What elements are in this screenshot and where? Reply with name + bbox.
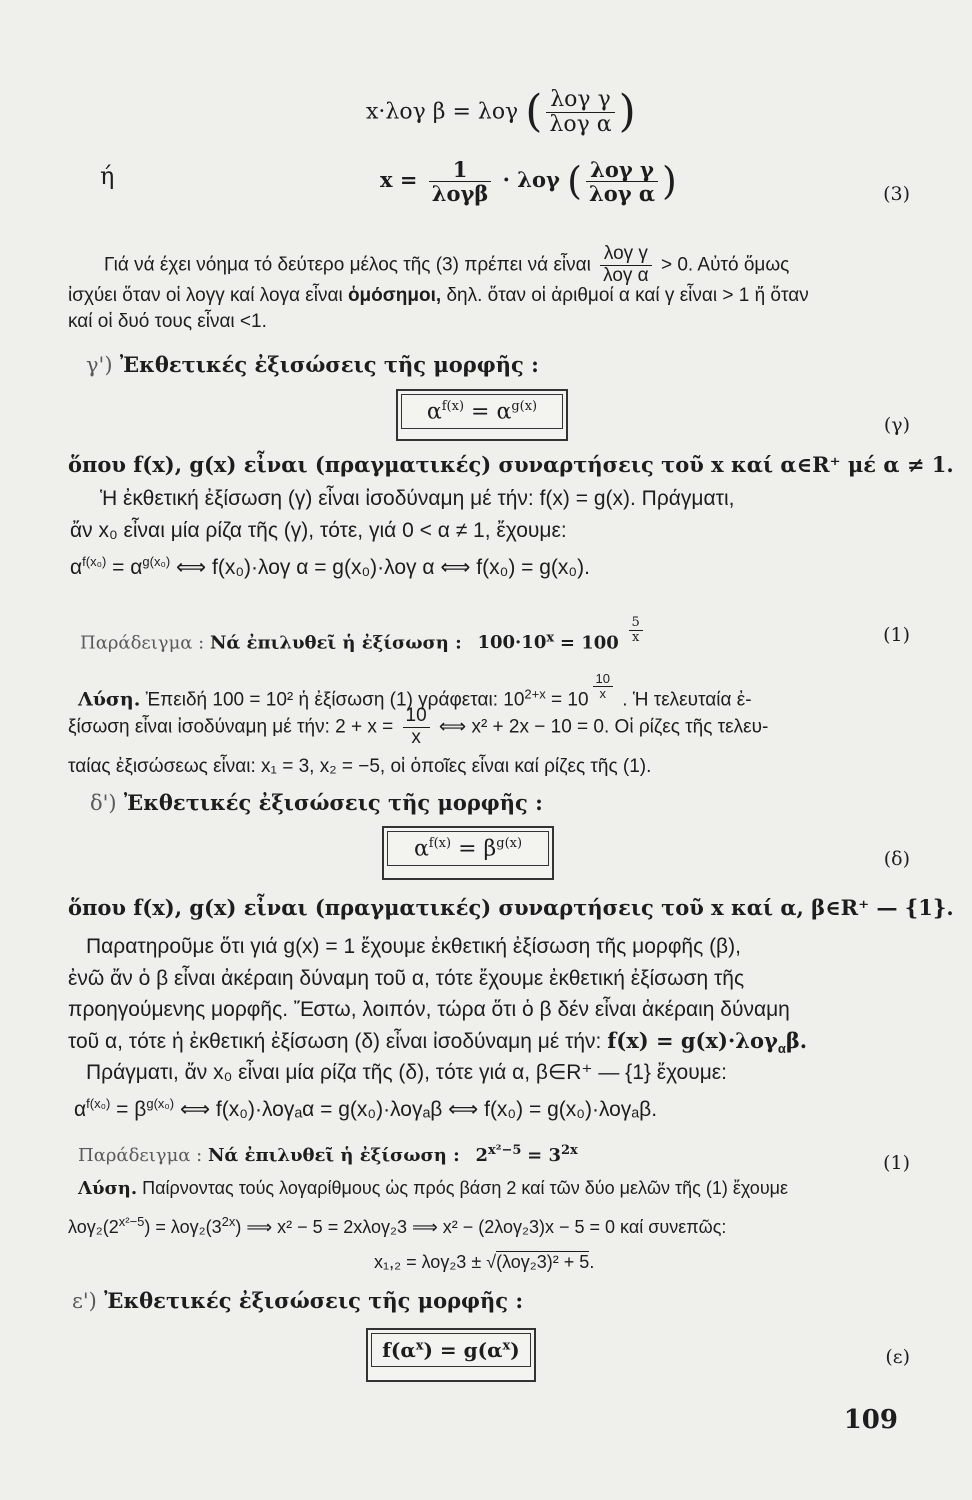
eq2-fraction-1: $\frac{1}{\text{λογβ}}$ bbox=[429, 158, 492, 205]
equation-tag-3: (3) bbox=[883, 183, 910, 205]
eq1-left: x·λογ β = λογ bbox=[366, 99, 519, 125]
ex1-solution-fraction: $\frac{10}{x}$ bbox=[403, 706, 430, 749]
section-gamma-heading: γ') Ἐκθετικές ἐξισώσεις τῆς μορφῆς : bbox=[86, 352, 539, 377]
section-delta-heading: δ') Ἐκθετικές ἐξισώσεις τῆς μορφῆς : bbox=[90, 790, 543, 815]
para1-line3: καί οἱ δυό τους εἶναι <1. bbox=[68, 311, 267, 332]
ex2-solution-line3: x₁,₂ = λογ₂3 ± √(λογ₂3)² + 5. bbox=[374, 1252, 595, 1272]
gamma-p2: ἄν x₀ εἶναι μία ρίζα τῆς (γ), τότε, γιά 0 < α ≠ 1, ἔχουμε: bbox=[70, 519, 567, 542]
gamma-p3: $\alpha^{f(x_0)} = \alpha^{g(x_0)}$ ⟺ f(x₀)·λογ α = g(x₀)·λογ α ⟺ f(x₀) = g(x₀). bbox=[70, 554, 590, 579]
formula-box-epsilon: $f(\alpha^x) = g(\alpha^x)$ bbox=[366, 1328, 536, 1382]
delta-p4: τοῦ α, τότε ἡ ἐκθετική ἐξίσωση (δ) εἶναι ἰσοδύναμη μέ τήν: f(x) = g(x)·λογ$_\alpha$β. bbox=[68, 1028, 808, 1057]
delta-p6: $\alpha^{f(x_0)} = \beta^{g(x_0)}$ ⟺ f(x₀)·λογₐα = g(x₀)·λογₐβ ⟺ f(x₀) = g(x₀)·λογₐβ. bbox=[74, 1096, 658, 1121]
equation-tag-delta: (δ) bbox=[883, 848, 910, 870]
eq2-fraction-2: $\frac{\text{λογ γ}}{\text{λογ α}}$ bbox=[586, 158, 658, 205]
formula-box-gamma: $\alpha^{f(x)} = \alpha^{g(x)}$ bbox=[396, 389, 568, 441]
example-2: Παράδειγμα : Νά ἐπιλυθεῖ ἡ ἐξίσωση : $2^{x^2-5} = 3^{2x}$ bbox=[78, 1143, 578, 1166]
equation-tag-ex2: (1) bbox=[883, 1152, 910, 1174]
delta-where: ὅπου f(x), g(x) εἶναι (πραγματικές) συναρτήσεις τοῦ x καί α, β∈R⁺ — {1}. bbox=[68, 895, 954, 920]
ex1-solution-line3: ταίας ἐξισώσεως εἶναι: x₁ = 3, x₂ = −5, οἱ ὁποῖες εἶναι καί ρίζες τῆς (1). bbox=[68, 756, 652, 777]
para1-line1: Γιά νά έχει νόημα τό δεύτερο μέλος τῆς (3) πρέπει νά εἶναι $\frac{\text{λογ γ}}{\text{λογ α}}$ > 0. Αὐτό ὅμως bbox=[104, 243, 790, 286]
example-1: Παράδειγμα : Νά ἐπιλυθεῖ ἡ ἐξίσωση : $100\cdot 10^x = 100$ $\frac{5}{x}$ bbox=[80, 616, 647, 654]
formula-box-delta: $\alpha^{f(x)} = \beta^{g(x)}$ bbox=[382, 826, 554, 880]
equation-line-1: x·λογ β = λογ ( $\frac{\text{λογ γ}}{\text{λογ α}}$ ) bbox=[366, 86, 636, 137]
equation-tag-epsilon: (ε) bbox=[885, 1346, 910, 1368]
ex2-solution-line1: Λύση. Παίρνοντας τούς λογαρίθμους ὡς πρός βάση 2 καί τῶν δύο μελῶν τῆς (1) ἔχουμε bbox=[78, 1178, 789, 1199]
ex1-exponent-fraction: $\frac{5}{x}$ bbox=[629, 616, 643, 646]
delta-p5: Πράγματι, ἄν x₀ εἶναι μία ρίζα τῆς (δ), τότε γιά α, β∈R⁺ — {1} ἔχουμε: bbox=[86, 1061, 728, 1084]
equation-line-2: x = $\frac{1}{\text{λογβ}}$ · λογ ( $\frac{\text{λογ γ}}{\text{λογ α}}$ ) bbox=[380, 157, 677, 207]
delta-p1: Παρατηροῦμε ὅτι γιά g(x) = 1 ἔχουμε ἐκθετική ἐξίσωση τῆς μορφῆς (β), bbox=[86, 935, 741, 958]
or-word: ή bbox=[100, 162, 115, 190]
gamma-p1: Ἡ ἐκθετική ἐξίσωση (γ) εἶναι ἰσοδύναμη μέ τήν: f(x) = g(x). Πράγματι, bbox=[100, 487, 735, 510]
equation-tag-gamma: (γ) bbox=[883, 414, 910, 436]
ex1-solution-line1: Λύση. Ἐπειδή 100 = 10² ἡ ἐξίσωση (1) γράφεται: $10^{2+x} = 10$ $\frac{10}{x}$ . Ἡ τελευταία ἐ- bbox=[78, 671, 752, 711]
delta-p2: ἐνῶ ἄν ὁ β εἶναι ἀκέραιη δύναμη τοῦ α, τότε ἔχουμε ἐκθετική ἐξίσωση τῆς bbox=[68, 967, 745, 990]
ex1-solution-exponent-fraction: $\frac{10}{x}$ bbox=[593, 672, 613, 702]
delta-p3: προηγούμενης μορφῆς. Ἔστω, λοιπόν, τώρα ὅτι ὁ β δέν εἶναι ἀκέραιη δύναμη bbox=[68, 998, 790, 1021]
ex2-solution-line2: $\lambda o\gamma_2(2^{x^2-5}) = \lambda o\gamma_2(3^{2x})$ ⟹ x² − 5 = 2xλογ₂3 ⟹ x² − (2λογ₂3)x − 5 = 0 καί συνεπῶς: bbox=[68, 1214, 727, 1237]
page-number: 109 bbox=[843, 1405, 898, 1435]
gamma-where: ὅπου f(x), g(x) εἶναι (πραγματικές) συναρτήσεις τοῦ x καί α∈R⁺ μέ α ≠ 1. bbox=[68, 452, 954, 477]
equation-tag-ex1: (1) bbox=[883, 624, 910, 646]
para1-fraction: $\frac{\text{λογ γ}}{\text{λογ α}}$ bbox=[600, 244, 652, 287]
para1-line2: ἰσχύει ὅταν οἱ λογγ καί λογα εἶναι ὁμόσημοι, δηλ. ὅταν οἱ ἀριθμοί α καί γ εἶναι > 1 ἤ ὅταν bbox=[68, 285, 809, 306]
eq1-fraction: $\frac{\text{λογ γ}}{\text{λογ α}}$ bbox=[546, 88, 614, 137]
ex1-solution-line2: ξίσωση εἶναι ἰσοδύναμη μέ τήν: 2 + x = $\frac{10}{x}$ ⟺ x² + 2x − 10 = 0. Οἱ ρίζες τῆς τελευ- bbox=[68, 705, 769, 748]
section-epsilon-heading: ε') Ἐκθετικές ἐξισώσεις τῆς μορφῆς : bbox=[72, 1288, 524, 1313]
